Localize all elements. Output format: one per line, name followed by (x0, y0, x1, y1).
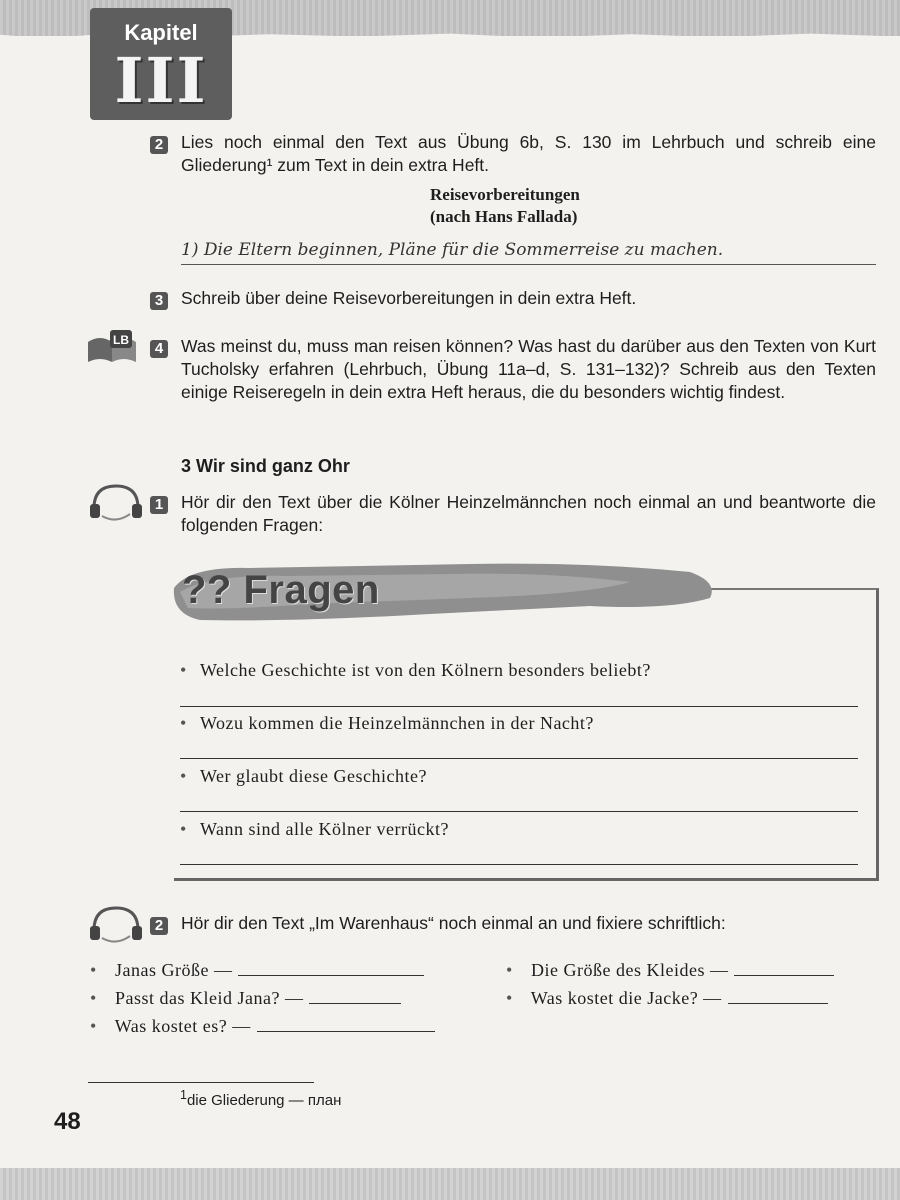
fill-blank[interactable] (238, 961, 424, 976)
fill-blank[interactable] (257, 1017, 435, 1032)
section-heading: 3 Wir sind ganz Ohr (181, 456, 350, 476)
footnote-rule (88, 1082, 314, 1083)
task-number-badge: 2 (150, 136, 168, 154)
question-item: • Wer glaubt diese Geschichte? (180, 766, 427, 787)
question-item: • Wozu kommen die Heinzelmännchen in der Nacht? (180, 713, 594, 734)
fill-item (90, 988, 401, 1009)
fill-item (90, 960, 424, 981)
lehrbuch-book-icon (86, 328, 148, 364)
fill-item-label: Passt das Kleid Jana? — (115, 988, 304, 1008)
question-item: • Wann sind alle Kölner verrückt? (180, 819, 449, 840)
task-number-badge: 1 (150, 496, 168, 514)
handwritten-answer: 1) Die Eltern beginnen, Pläne für die Sommerreise zu machen. (181, 240, 876, 265)
answer-line[interactable] (180, 758, 858, 759)
footnote-marker: 1 (180, 1088, 187, 1102)
task-number-badge: 4 (150, 340, 168, 358)
footnote-text: die Gliederung — план (186, 1092, 342, 1109)
task-number-badge: 3 (150, 292, 168, 310)
fill-item (90, 1016, 435, 1037)
listening-2-text: Hör dir den Text „Im Warenhaus“ noch einmal an und fixiere schriftlich: (181, 913, 726, 933)
answer-line[interactable] (180, 864, 858, 865)
fill-item-label: Janas Größe — (115, 960, 233, 980)
text-title: Reisevorbereitungen (430, 185, 580, 204)
fill-blank[interactable] (309, 989, 401, 1004)
fill-item (506, 960, 834, 981)
text-subtitle: (nach Hans Fallada) (430, 207, 578, 226)
bottom-border (0, 1168, 900, 1200)
answer-line[interactable] (180, 706, 858, 707)
fill-item-label: Was kostet die Jacke? — (530, 988, 722, 1008)
page-number: 48 (54, 1108, 81, 1135)
task-3-text: Schreib über deine Reisevorbereitungen in dein extra Heft. (181, 288, 637, 308)
answer-line[interactable] (180, 811, 858, 812)
fill-item (506, 988, 828, 1009)
fill-blank[interactable] (734, 961, 834, 976)
headphones-icon (86, 902, 148, 944)
chapter-number: III (114, 44, 208, 117)
fill-item-label: Die Größe des Kleides — (531, 960, 729, 980)
chapter-label: Kapitel (124, 20, 198, 45)
footnote (180, 1088, 341, 1109)
fill-blank[interactable] (728, 989, 828, 1004)
lb-icon-label: LB (113, 333, 129, 347)
questions-banner-title: ?? Fragen (182, 568, 380, 612)
question-item: • Welche Geschichte ist von den Kölnern besonders beliebt? (180, 660, 651, 681)
task-4-text: Was meinst du, muss man reisen können? Was hast du darüber aus den Texten von Kurt Tucholsky erfahren (Lehrbuch, Übung 11a–d, S. 131–132)? Schreib aus den Texten einige Reiseregeln in dein extra Heft heraus, die du besonders wichtig findest. (181, 336, 876, 402)
task-number-badge: 2 (150, 917, 168, 935)
fill-item-label: Was kostet es? — (114, 1016, 251, 1036)
task-2-text: Lies noch einmal den Text aus Übung 6b, S. 130 im Lehrbuch und schreib eine Gliederung¹ zum Text in dein extra Heft. (181, 132, 876, 175)
headphones-icon (86, 480, 148, 522)
listening-1-text: Hör dir den Text über die Kölner Heinzelmännchen noch einmal an und beantworte die folgenden Fragen: (181, 492, 876, 535)
chapter-badge (90, 8, 232, 120)
